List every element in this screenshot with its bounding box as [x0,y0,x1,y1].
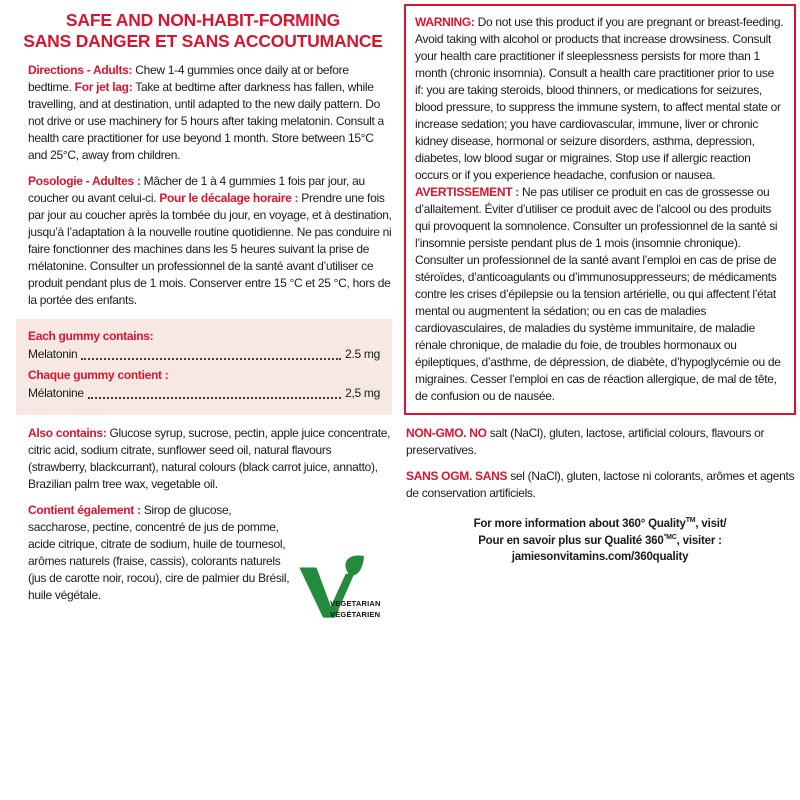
facts-label-en: Each gummy contains: [28,329,154,343]
posologie-text-1: Mâcher de 1 à 4 gummies 1 fois par jour, au coucher ou avant celui-ci. [28,174,365,205]
warning-text: Do not use this product if you are pregnant or breast-feeding. Avoid taking with alcohol or products that increase drowsiness. Consult your health care practitioner if sleeplessness persists for more than 1 month (chronic insomnia). Consult a health care practitioner prior to use if: you are taking steroids, blood thinners, or medications for seizures, blood pressure, to suppress the immune system, to affect mental state or increase sedation; you have cardiovascular, immune, liver or chronic kidney disease, hormonal or seizure disorders, asthma, depression, diabetes, low blood sugar or migraines. Stop use if allergic reaction occurs or if you experience headache, confusion or nausea. [415,15,784,182]
vegetarian-text-en: VEGETARIAN [330,599,381,608]
more-info-fr-tail: , visiter : [676,534,722,547]
trademark-sup: TM [685,517,696,525]
non-gmo-paragraph [406,425,796,459]
contient-text: Sirop de glucose, saccharose, pectine, concentré de jus de pomme, acide citrique, citrate de sodium, huile de tournesol, arômes naturels (fraise, cassis), colorants naturels (jus de carotte noir, rocou), cire de palmier du Brésil, huile végétale. [28,503,290,602]
more-info-line-fr [404,533,796,550]
avertissement-paragraph [415,184,785,405]
more-info-line-en [404,516,796,533]
facts-row-en [28,346,380,363]
contient-label: Contient également : [28,503,141,517]
dotted-leader [88,397,341,399]
safety-claim-heading [14,10,392,52]
more-info-en-tail: , visit/ [695,518,727,530]
posologie-label: Posologie - Adultes : [28,174,141,188]
safety-claim-en: SAFE AND NON-HABIT-FORMING [65,10,341,30]
vegetarian-badge [298,546,390,626]
vegetarian-badge-text [330,599,381,620]
left-column [14,4,392,626]
posologie-text-2: Prendre une fois par jour au coucher après la tombée du jour, en voyage, et à destination, jusqu’à l’adaptation à la nouvelle routine quotidienne. Ne pas conduire ni faire fonctionner des machines dans les 5 heures suivant la prise de mélatonine. Consulter un professionnel de la santé avant d’utiliser ce produit pendant plus de 1 mois. Conserver entre 15 °C et 25 °C, hors de la portée des enfants. [28,191,392,307]
sans-ogm-paragraph [406,468,796,502]
safety-claim-fr: SANS DANGER ET SANS ACCOUTUMANCE [23,31,383,51]
vegetarian-text-fr: VÉGÉTARIEN [330,609,381,619]
ingredient-amount-en: 2.5 mg [345,347,380,361]
warning-paragraph [415,14,785,184]
contient-section [14,502,392,619]
directions-text-1: Chew 1-4 gummies once daily at or before bedtime. [28,63,349,94]
also-contains-label: Also contains: [28,426,107,440]
avertissement-text: Ne pas utiliser ce produit en cas de grossesse ou d’allaitement. Éviter d’utiliser ce produit avec de l’alcool ou des produits qui provoquent la somnolence. Consulter un professionnel de la santé si l’insomnie persiste pendant plus de 1 mois (insomnie chronique). Consulter un professionnel de la santé avant l’emploi en cas de prise de stéroïdes, d’anticoagulants ou d’immunosuppresseurs; de médicaments contre les crises d’épilepsie ou la tension artérielle, ou qui affectent l’état mental ou augmentent la sédation; ou en cas de maladies cardiovasculaires, de maladies du système immunitaire, de maladie rénale chronique, de maladie du foie, de troubles hormonaux ou épileptiques, d’asthme, de dépression, de diabète, d’hypoglycémie ou de migraines. Cesser l’emploi en cas de réaction allergique, de mal de tête, de confusion ou de nausée. [415,185,781,403]
sans-ogm-label: SANS OGM. SANS [406,469,508,483]
directions-label: Directions - Adults: [28,63,133,77]
jet-lag-label: For jet lag: [74,80,133,94]
more-info-fr-text: Pour en savoir plus sur Qualité 360 [478,534,664,547]
avertissement-label: AVERTISSEMENT : [415,185,519,199]
directions-text-2: Take at bedtime after darkness has fallen, while travelling, and at destination, until adapted to the new daily pattern. Do not drive or use machinery for 5 hours after taking melatonin. Consult a health care practitioner for use beyond 1 month. Store between 15°C and 25°C, away from children. [28,80,384,162]
warning-label: WARNING: [415,15,475,29]
non-gmo-label: NON-GMO. NO [406,426,487,440]
website-url: jamiesonvitamins.com/360quality [511,551,689,563]
ingredient-name-en: Melatonin [28,347,78,361]
more-info-en-text: For more information about 360° Quality [473,518,686,530]
supplement-facts-box [16,319,392,415]
marque-commerce-sup: °MC [663,533,677,541]
dotted-leader [81,358,341,360]
posologie-paragraph [28,173,392,309]
also-contains-paragraph [28,425,392,493]
decalage-horaire-label: Pour le décalage horaire : [159,191,299,205]
facts-row-fr [28,385,380,402]
ingredient-amount-fr: 2,5 mg [345,386,380,400]
right-column [404,4,796,626]
sans-ogm-text: sel (NaCl), gluten, lactose ni colorants, arômes et agents de conservation artificiels. [406,469,795,500]
ingredient-name-fr: Mélatonine [28,386,84,400]
directions-paragraph [28,62,392,164]
more-info-block [404,516,796,566]
warning-box [404,4,796,415]
also-contains-text: Glucose syrup, sucrose, pectin, apple juice concentrate, citric acid, sodium citrate, sunflower seed oil, natural flavours (strawberry, blackcurrant), natural colours (black carrot juice, annatto), Brazilian palm tree wax, vegetable oil. [28,426,391,491]
facts-label-fr: Chaque gummy contient : [28,368,169,382]
non-gmo-text: salt (NaCl), gluten, lactose, artificial colours, flavours or preservatives. [406,426,765,457]
